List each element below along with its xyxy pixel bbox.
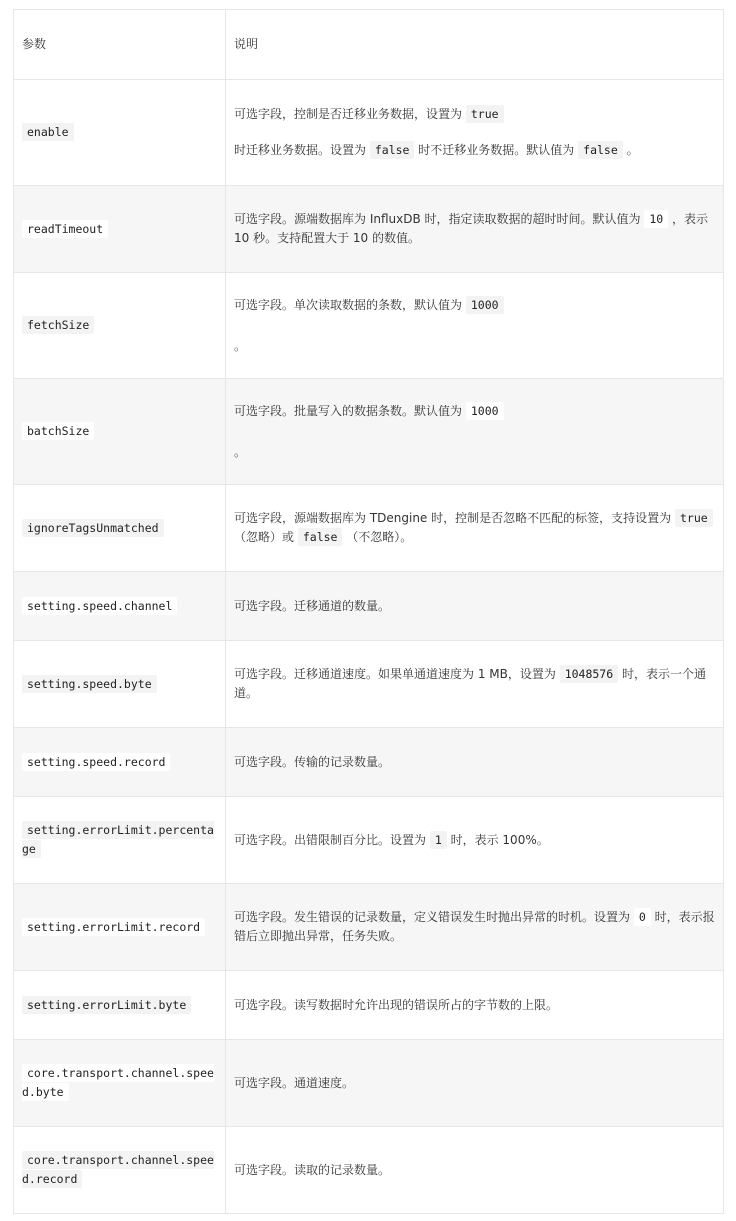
inline-code: 1048576 bbox=[560, 665, 618, 683]
param-name: readTimeout bbox=[22, 220, 108, 238]
param-cell bbox=[14, 273, 226, 379]
param-cell bbox=[14, 1040, 226, 1127]
param-name: setting.speed.channel bbox=[22, 597, 177, 615]
param-name: setting.errorLimit.byte bbox=[22, 996, 191, 1014]
inline-code: 0 bbox=[634, 908, 651, 926]
header-desc: 说明 bbox=[226, 10, 724, 80]
inline-code: true bbox=[675, 509, 713, 527]
param-cell bbox=[14, 485, 226, 572]
param-name: enable bbox=[22, 123, 74, 141]
desc-cell: 可选字段。发生错误的记录数量，定义错误发生时抛出异常的时机。设置为 0 时，表示报错后立即抛出异常，任务失败。 bbox=[226, 884, 724, 971]
table-row bbox=[14, 572, 724, 641]
table-row bbox=[14, 728, 724, 797]
table-header-row bbox=[14, 10, 724, 80]
inline-code: 1000 bbox=[466, 402, 504, 420]
param-cell bbox=[14, 1127, 226, 1214]
param-name: batchSize bbox=[22, 422, 94, 440]
desc-cell: 可选字段。批量写入的数据条数。默认值为 1000 。 bbox=[226, 379, 724, 485]
param-cell bbox=[14, 379, 226, 485]
inline-code: false bbox=[370, 141, 415, 159]
table-row bbox=[14, 797, 724, 884]
header-param: 参数 bbox=[14, 10, 226, 80]
table-row bbox=[14, 186, 724, 273]
inline-code: false bbox=[298, 528, 343, 546]
table-row bbox=[14, 641, 724, 728]
desc-cell: 可选字段。读写数据时允许出现的错误所占的字节数的上限。 bbox=[226, 971, 724, 1040]
inline-code: true bbox=[466, 105, 504, 123]
inline-code: false bbox=[578, 141, 623, 159]
desc-cell: 可选字段，控制是否迁移业务数据，设置为 true 时迁移业务数据。设置为 false 时不迁移业务数据。默认值为 false 。 bbox=[226, 80, 724, 186]
table-row bbox=[14, 971, 724, 1040]
param-cell bbox=[14, 80, 226, 186]
desc-cell: 可选字段。读取的记录数量。 bbox=[226, 1127, 724, 1214]
inline-code: 1000 bbox=[466, 296, 504, 314]
table-row bbox=[14, 1127, 724, 1214]
param-cell bbox=[14, 186, 226, 273]
inline-code: 10 bbox=[644, 210, 668, 228]
param-name: setting.speed.record bbox=[22, 753, 170, 771]
desc-cell: 可选字段。源端数据库为 InfluxDB 时，指定读取数据的超时时间。默认值为 10 ，表示 10 秒。支持配置大于 10 的数值。 bbox=[226, 186, 724, 273]
param-name: ignoreTagsUnmatched bbox=[22, 519, 164, 537]
table-row bbox=[14, 80, 724, 186]
desc-cell: 可选字段。通道速度。 bbox=[226, 1040, 724, 1127]
param-name: core.transport.channel.speed.record bbox=[22, 1153, 214, 1186]
param-name: setting.speed.byte bbox=[22, 675, 157, 693]
desc-cell: 可选字段。迁移通道速度。如果单通道速度为 1 MB，设置为 1048576 时，表示一个通道。 bbox=[226, 641, 724, 728]
table-row bbox=[14, 1040, 724, 1127]
desc-cell: 可选字段。出错限制百分比。设置为 1 时，表示 100%。 bbox=[226, 797, 724, 884]
inline-code: 1 bbox=[430, 831, 447, 849]
table-row bbox=[14, 379, 724, 485]
param-cell bbox=[14, 572, 226, 641]
table-row bbox=[14, 884, 724, 971]
desc-cell: 可选字段，源端数据库为 TDengine 时，控制是否忽略不匹配的标签，支持设置为 true （忽略）或 false （不忽略）。 bbox=[226, 485, 724, 572]
param-cell bbox=[14, 971, 226, 1040]
desc-cell: 可选字段。传输的记录数量。 bbox=[226, 728, 724, 797]
param-cell bbox=[14, 641, 226, 728]
param-cell bbox=[14, 728, 226, 797]
table-row bbox=[14, 485, 724, 572]
param-cell bbox=[14, 884, 226, 971]
param-name: setting.errorLimit.percentage bbox=[22, 823, 214, 856]
desc-cell: 可选字段。单次读取数据的条数，默认值为 1000 。 bbox=[226, 273, 724, 379]
param-cell bbox=[14, 797, 226, 884]
desc-cell: 可选字段。迁移通道的数量。 bbox=[226, 572, 724, 641]
parameter-table bbox=[13, 9, 724, 1214]
table-row bbox=[14, 273, 724, 379]
param-name: core.transport.channel.speed.byte bbox=[22, 1066, 214, 1099]
param-name: fetchSize bbox=[22, 316, 94, 334]
param-name: setting.errorLimit.record bbox=[22, 918, 205, 936]
